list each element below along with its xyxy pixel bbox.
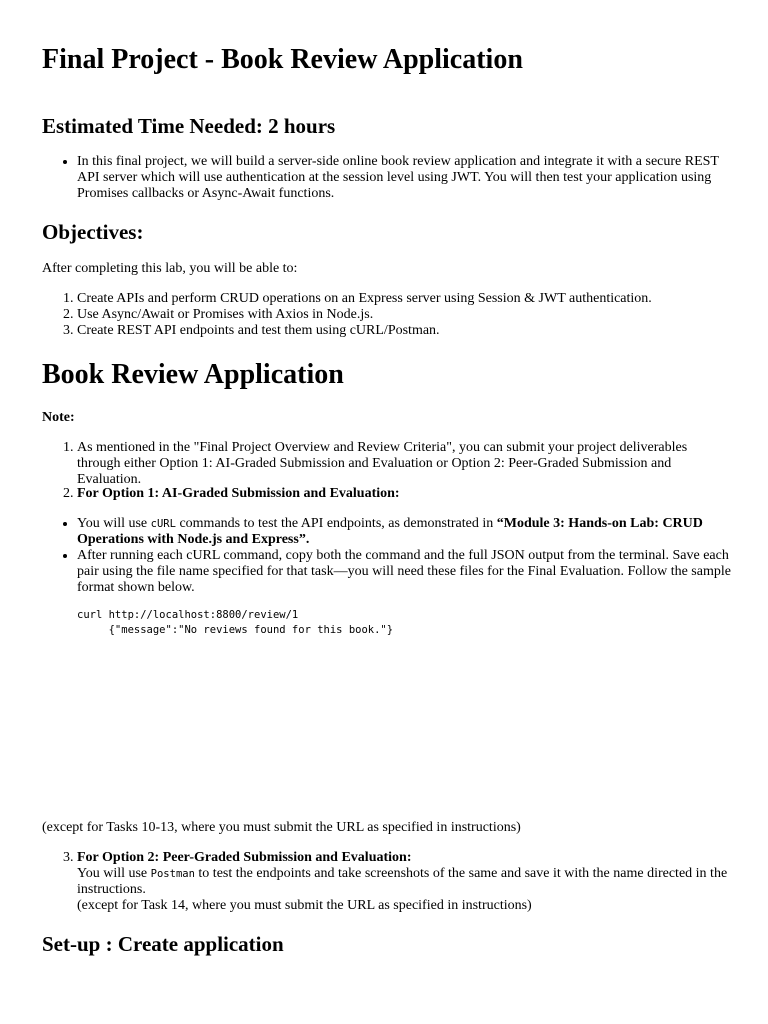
objectives-heading: Objectives: (42, 220, 144, 244)
note-item-3: 3. For Option 2: Peer-Graded Submission and Evaluation: You will use Postman to test the endpoints and take screenshots of the same and save it with the name directed in the instructions. (except for Task 14, where you must submit the URL as specified in instructions) (77, 850, 732, 914)
page-title: Final Project - Book Review Application (42, 44, 523, 75)
postman-code: Postman (150, 868, 195, 880)
curl-code: cURL (150, 518, 176, 530)
intro-bullet: • In this final project, we will build a server-side online book review application and integrate it with a secure REST API server which will use authentication at the session level using JWT. You will then test your application using Promises callbacks or Async-Await functions. (77, 154, 732, 202)
intro-list (42, 154, 732, 202)
code-line-command: curl http://localhost:8800/review/1 (77, 609, 299, 621)
objective-item: 2. Use Async/Await or Promises with Axios in Node.js. (77, 307, 732, 323)
note-list-1 (42, 440, 732, 488)
note-list-3 (42, 850, 732, 914)
estimated-time-heading: Estimated Time Needed: 2 hours (42, 114, 336, 138)
code-line-output: {"message":"No reviews found for this book."} (77, 624, 394, 636)
note-label: Note: (42, 410, 75, 425)
option1-bullet-curl: • You will use cURL commands to test the API endpoints, as demonstrated in “Module 3: Hands-on Lab: CRUD Operations with Node.js and Express”. (77, 516, 732, 548)
option1-bullet-save: • After running each cURL command, copy both the command and the full JSON output from the terminal. Save each pair using the file name specified for that task—you will need these files for the Final Evaluation. Follow the sample format shown below. (77, 548, 732, 596)
option1-exception: (except for Tasks 10-13, where you must submit the URL as specified in instructions) (42, 820, 521, 835)
option2-heading: For Option 2: Peer-Graded Submission and Evaluation: (77, 850, 412, 865)
objectives-lead: After completing this lab, you will be able to: (42, 261, 298, 276)
section-title: Book Review Application (42, 359, 344, 390)
option1-list (42, 516, 732, 596)
note-item-1: 1. As mentioned in the "Final Project Overview and Review Criteria", you can submit your project deliverables through either Option 1: AI-Graded Submission and Evaluation or Option 2: Peer-Graded Submission and Evaluation. (77, 440, 732, 488)
objective-item: 3. Create REST API endpoints and test them using cURL/Postman. (77, 323, 732, 339)
note-list-2 (42, 486, 732, 502)
note-item-2 (77, 486, 732, 502)
option2-exception: (except for Task 14, where you must submit the URL as specified in instructions) (77, 898, 532, 913)
objective-item: 1. Create APIs and perform CRUD operations on an Express server using Session & JWT authentication. (77, 291, 732, 307)
module-reference: “Module 3: Hands-on Lab: CRUD Operations with Node.js and Express”. (77, 516, 703, 547)
sample-code-block (77, 608, 393, 638)
option1-heading: For Option 1: AI-Graded Submission and Evaluation: (77, 486, 400, 501)
objectives-list (42, 291, 732, 339)
setup-heading: Set-up : Create application (42, 932, 284, 956)
